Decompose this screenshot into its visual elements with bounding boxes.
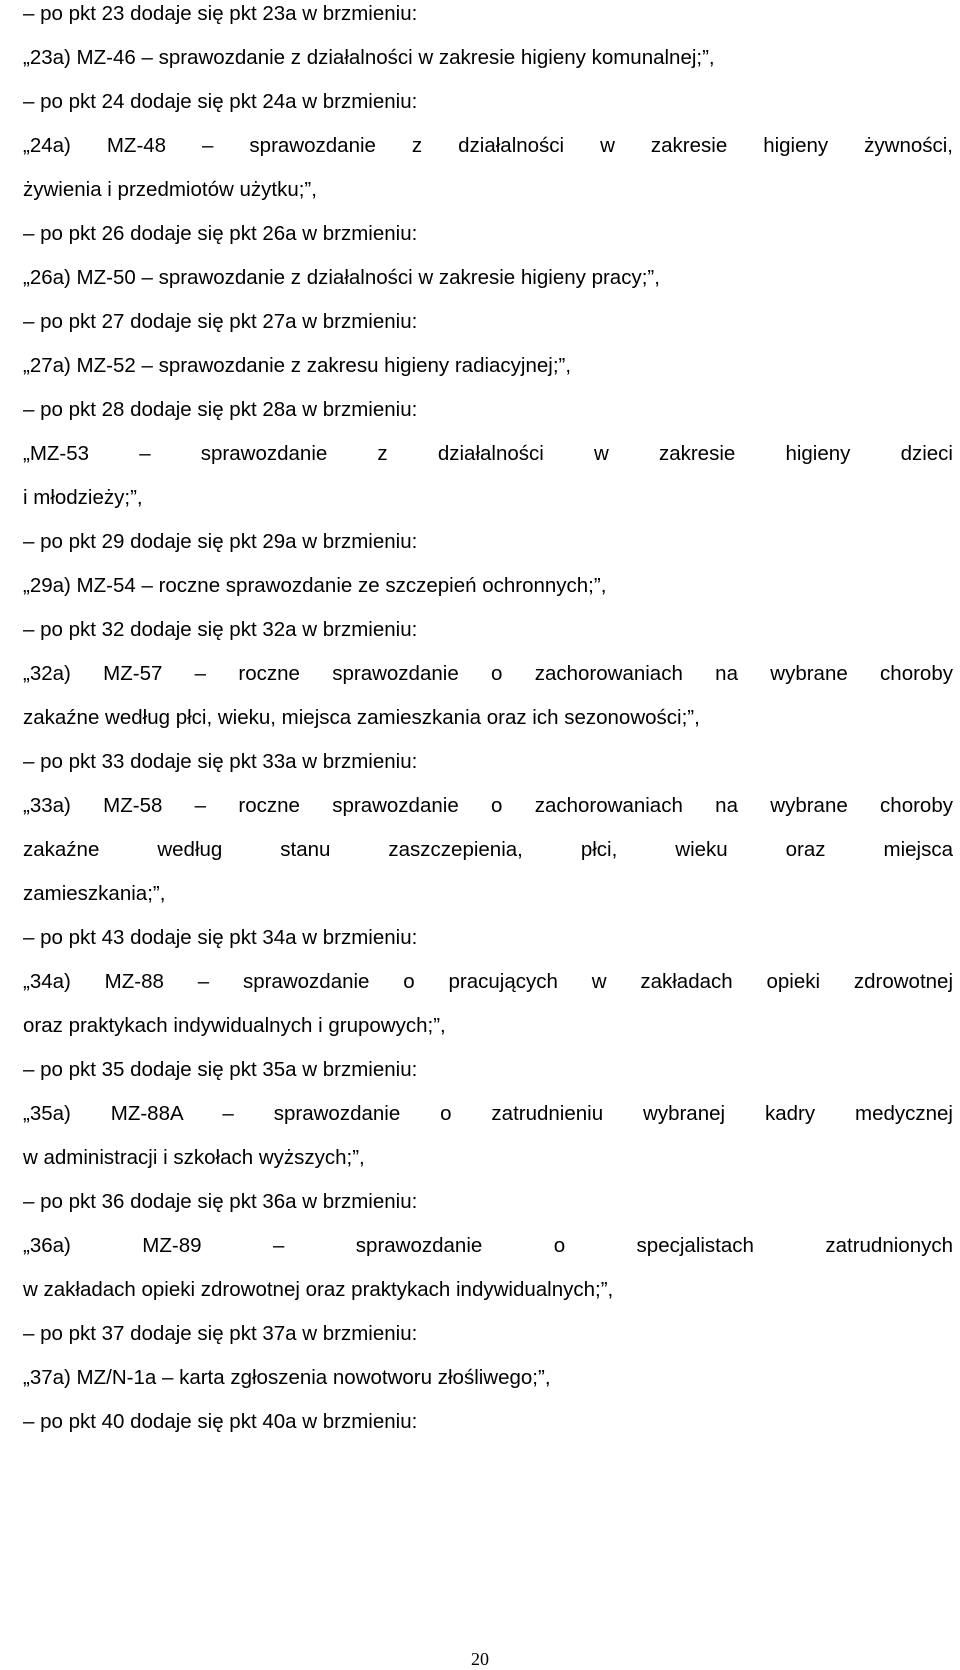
amendment-text: „23a) MZ-46 – sprawozdanie z działalności w zakresie higieny komunalnej;”, [23,46,715,69]
amendment-text-continuation: w zakładach opieki zdrowotnej oraz praktykach indywidualnych;”, [23,1278,614,1301]
amendment-instruction: – po pkt 35 dodaje się pkt 35a w brzmieniu: [23,1058,418,1081]
amendment-text: „24a) MZ-48 – sprawozdanie z działalności w zakresie higieny żywności, [23,134,953,157]
amendment-text: „37a) MZ/N-1a – karta zgłoszenia nowotworu złośliwego;”, [23,1366,551,1389]
amendment-text-continuation: zakaźne według płci, wieku, miejsca zamieszkania oraz ich sezonowości;”, [23,706,700,729]
amendment-text: „34a) MZ-88 – sprawozdanie o pracujących w zakładach opieki zdrowotnej [23,970,953,993]
amendment-text-continuation: w administracji i szkołach wyższych;”, [23,1146,365,1169]
amendment-instruction: – po pkt 40 dodaje się pkt 40a w brzmieniu: [23,1410,418,1433]
amendment-instruction: – po pkt 37 dodaje się pkt 37a w brzmieniu: [23,1322,418,1345]
amendment-text-continuation: zakaźne według stanu zaszczepienia, płci, wieku oraz miejsca [23,838,953,861]
amendment-text-continuation: żywienia i przedmiotów użytku;”, [23,178,317,201]
amendment-text: „35a) MZ-88A – sprawozdanie o zatrudnieniu wybranej kadry medycznej [23,1102,953,1125]
amendment-instruction: – po pkt 26 dodaje się pkt 26a w brzmieniu: [23,222,418,245]
amendment-text: „36a) MZ-89 – sprawozdanie o specjalistach zatrudnionych [23,1234,953,1257]
amendment-text-continuation: oraz praktykach indywidualnych i grupowych;”, [23,1014,446,1037]
amendment-instruction: – po pkt 32 dodaje się pkt 32a w brzmieniu: [23,618,418,641]
amendment-instruction: – po pkt 36 dodaje się pkt 36a w brzmieniu: [23,1190,418,1213]
amendment-instruction: – po pkt 23 dodaje się pkt 23a w brzmieniu: [23,2,418,25]
amendment-text: „29a) MZ-54 – roczne sprawozdanie ze szczepień ochronnych;”, [23,574,607,597]
amendment-text-continuation: zamieszkania;”, [23,882,166,905]
amendment-text-continuation: i młodzieży;”, [23,486,143,509]
page-number: 20 [471,1649,489,1669]
amendment-text: „32a) MZ-57 – roczne sprawozdanie o zachorowaniach na wybrane choroby [23,662,953,685]
amendment-instruction: – po pkt 43 dodaje się pkt 34a w brzmieniu: [23,926,418,949]
amendment-instruction: – po pkt 28 dodaje się pkt 28a w brzmieniu: [23,398,418,421]
amendment-text: „27a) MZ-52 – sprawozdanie z zakresu higieny radiacyjnej;”, [23,354,572,377]
amendment-text: „33a) MZ-58 – roczne sprawozdanie o zachorowaniach na wybrane choroby [23,794,953,817]
amendment-instruction: – po pkt 24 dodaje się pkt 24a w brzmieniu: [23,90,418,113]
amendment-instruction: – po pkt 29 dodaje się pkt 29a w brzmieniu: [23,530,418,553]
amendment-text: „MZ-53 – sprawozdanie z działalności w zakresie higieny dzieci [23,442,953,465]
amendment-instruction: – po pkt 27 dodaje się pkt 27a w brzmieniu: [23,310,418,333]
amendment-instruction: – po pkt 33 dodaje się pkt 33a w brzmieniu: [23,750,418,773]
amendment-text: „26a) MZ-50 – sprawozdanie z działalności w zakresie higieny pracy;”, [23,266,660,289]
